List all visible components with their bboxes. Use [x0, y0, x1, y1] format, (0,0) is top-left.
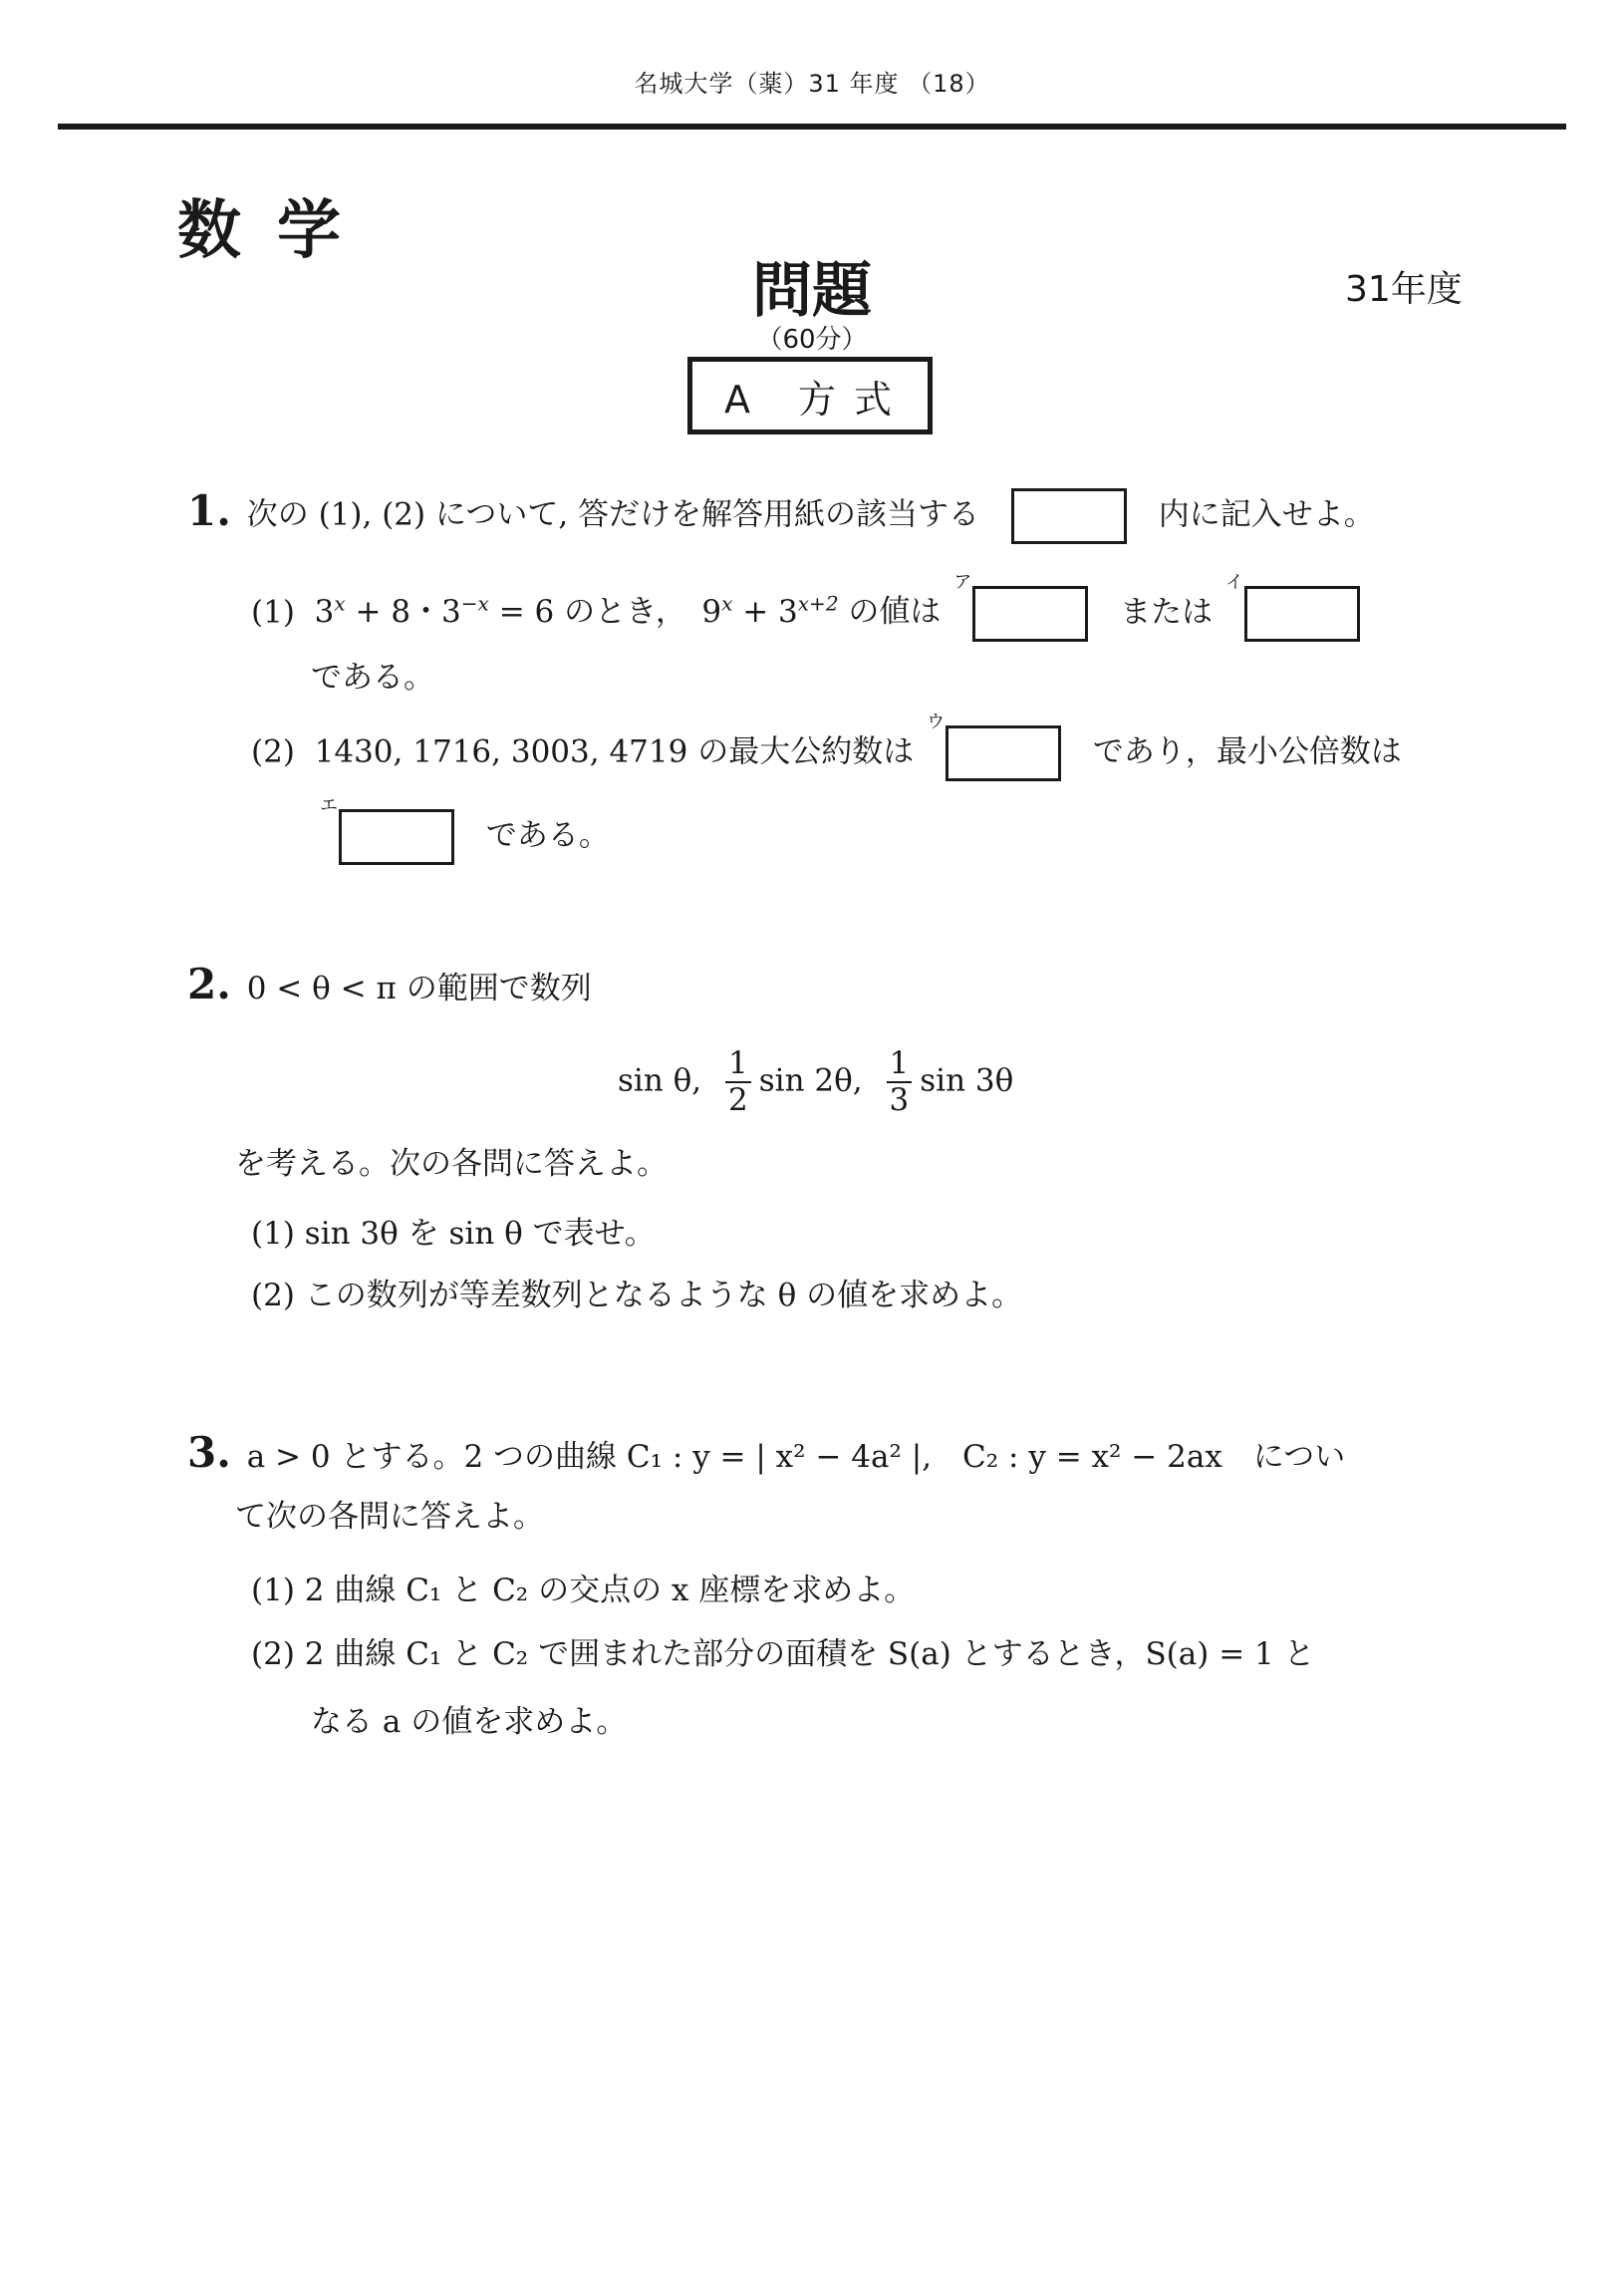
- header-divider: [58, 124, 1566, 130]
- q1-intro-text-end: 内に記入せよ。: [1158, 496, 1375, 533]
- q3-intro: [187, 1428, 1346, 1477]
- q2-number: 2.: [187, 960, 231, 1008]
- q1-intro-text: 次の (1), (2) について, 答だけを解答用紙の該当する: [246, 496, 980, 533]
- q1-part2: [251, 712, 1402, 781]
- q2-part1: (1) sin 3θ を sin θ で表せ。: [251, 1216, 656, 1252]
- answer-box-sample: [1011, 488, 1127, 544]
- q1-p2-continuation: エ である。: [317, 809, 610, 865]
- q2-part2: (2) この数列が等差数列となるような θ の値を求めよ。: [251, 1278, 1023, 1313]
- q1-p2-text-b: であり，最小公倍数は: [1092, 733, 1402, 770]
- answer-box-u[interactable]: ウ: [946, 725, 1061, 781]
- q2-sequence: sin θ, $\frac{1}{2}$ sin 2θ, $\frac{1}{3}$ sin 3θ: [618, 1045, 1014, 1118]
- q2-consider: を考える。次の各問に答えよ。: [235, 1146, 668, 1182]
- exam-year: 31年度: [1345, 269, 1463, 310]
- running-header: 名城大学（薬）31 年度 （18）: [634, 70, 990, 98]
- q3-intro-text: a > 0 とする。2 つの曲線 C₁ : y = | x² − 4a² |, C₂ : y = x² − 2ax につい: [246, 1439, 1346, 1475]
- exam-method: A 方式: [723, 377, 911, 422]
- answer-box-i[interactable]: イ: [1244, 586, 1360, 642]
- q1-p1-equation: $3^x + 8$・$3^{-x} = 6$ のとき， $9^x + 3^{x+2}$ の値は: [314, 592, 942, 631]
- q1-p2-label: (2): [251, 733, 295, 770]
- q1-p1-or: または: [1120, 594, 1214, 631]
- q1-p2-text: 1430, 1716, 3003, 4719 の最大公約数は: [314, 733, 915, 770]
- q1-number: 1.: [187, 485, 231, 535]
- q3-part1: (1) 2 曲線 C₁ と C₂ の交点の x 座標を求めよ。: [251, 1573, 916, 1608]
- exam-duration: （60分）: [756, 325, 868, 355]
- fraction-half: $\frac{1}{2}$: [725, 1048, 751, 1116]
- page-title: 問題: [752, 256, 872, 326]
- fraction-third: $\frac{1}{3}$: [887, 1048, 913, 1116]
- q3-intro-continuation: て次の各問に答えよ。: [235, 1499, 544, 1535]
- q3-part2-continuation: なる a の値を求めよ。: [311, 1704, 628, 1740]
- q3-part2: (2) 2 曲線 C₁ と C₂ で囲まれた部分の面積を S(a) とするとき，S(a) = 1 と: [251, 1636, 1315, 1672]
- answer-box-a[interactable]: ア: [972, 586, 1088, 642]
- q3-number: 3.: [187, 1428, 231, 1477]
- q1-intro: [187, 485, 1375, 544]
- q2-intro: [187, 960, 592, 1008]
- answer-box-e[interactable]: エ: [339, 809, 454, 865]
- subject-title: 数学: [177, 194, 377, 268]
- q2-intro-text: 0 < θ < π の範囲で数列: [246, 971, 592, 1006]
- exam-method-box: [687, 357, 933, 434]
- q1-part1: [251, 571, 1382, 642]
- q1-p1-continuation: である。: [311, 660, 434, 696]
- q1-p1-label: (1): [251, 594, 295, 631]
